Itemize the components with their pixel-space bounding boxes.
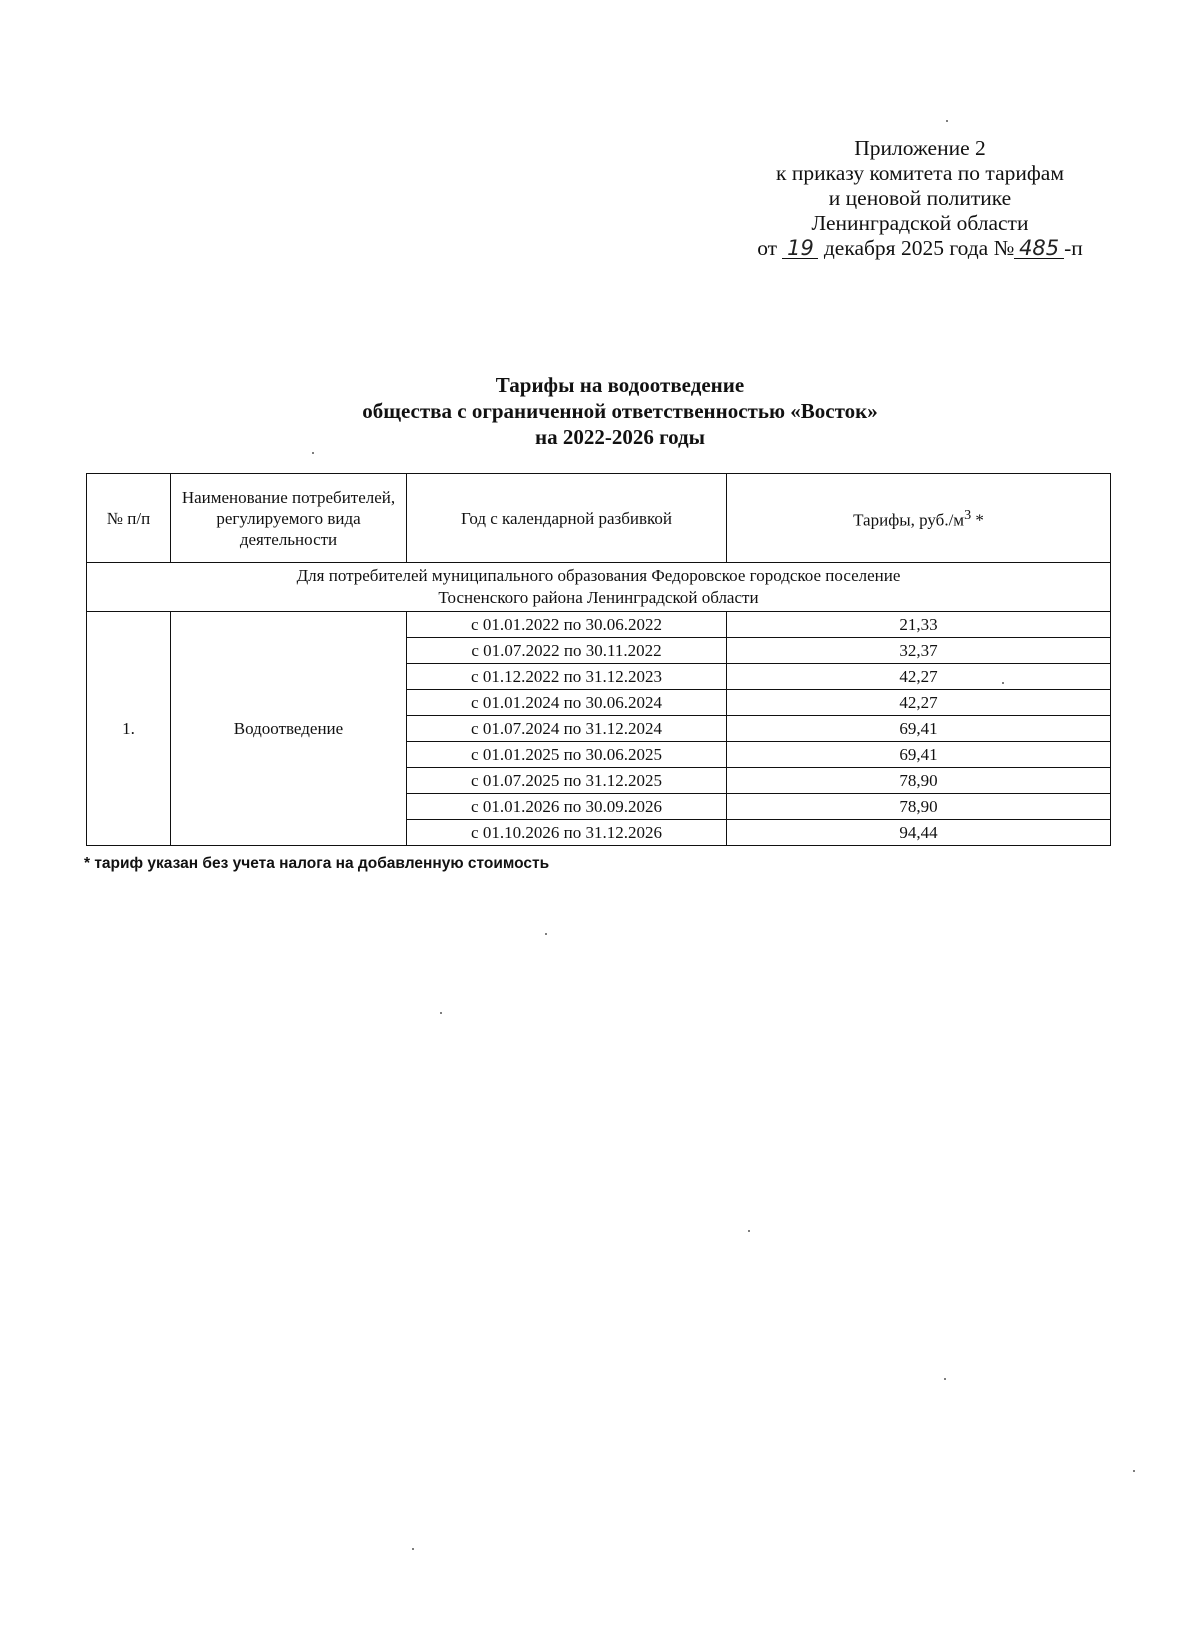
appendix-line-1: Приложение 2 xyxy=(854,136,986,160)
scan-speck xyxy=(312,452,314,454)
header-tariff-mark: * xyxy=(971,510,984,530)
table-header-row xyxy=(87,474,1111,563)
table-row xyxy=(87,612,1111,638)
tariff-cell: 78,90 xyxy=(727,768,1111,794)
tariff-cell: 94,44 xyxy=(727,820,1111,846)
appendix-header xyxy=(700,136,1140,261)
scan-speck xyxy=(944,1378,946,1380)
header-period: Год с календарной разбивкой xyxy=(407,474,727,563)
group-line-1: Для потребителей муниципального образования Федоровское городское поселение xyxy=(296,566,901,585)
tariff-cell: 42,27 xyxy=(727,664,1111,690)
period-cell: с 01.07.2025 по 31.12.2025 xyxy=(407,768,727,794)
scan-speck xyxy=(946,120,948,122)
date-prefix: от xyxy=(757,236,778,260)
group-title xyxy=(87,563,1111,612)
period-cell: с 01.12.2022 по 31.12.2023 xyxy=(407,664,727,690)
tariff-cell: 21,33 xyxy=(727,612,1111,638)
tariff-cell: 78,90 xyxy=(727,794,1111,820)
header-tariff-label: Тарифы, руб./м xyxy=(853,510,965,530)
title-line-1: Тарифы на водоотведение xyxy=(495,373,745,397)
group-line-2: Тосненского района Ленинградской области xyxy=(438,588,759,607)
title-line-2: общества с ограниченной ответственностью «Восток» xyxy=(362,399,878,423)
period-cell: с 01.07.2024 по 31.12.2024 xyxy=(407,716,727,742)
scan-speck xyxy=(545,933,547,935)
document-title xyxy=(220,372,1020,450)
appendix-line-3: и ценовой политике xyxy=(828,186,1012,210)
tariff-cell: 42,27 xyxy=(727,690,1111,716)
table-group-row xyxy=(87,563,1111,612)
order-date-line xyxy=(700,236,1140,261)
date-middle: декабря 2025 года № xyxy=(823,236,1015,260)
handwritten-day: 19 xyxy=(782,238,818,259)
item-number: 1. xyxy=(87,612,171,846)
title-line-3: на 2022-2026 годы xyxy=(534,425,706,449)
item-name: Водоотведение xyxy=(171,612,407,846)
scan-speck xyxy=(1002,682,1004,684)
header-tariff-superscript: 3 xyxy=(964,507,972,524)
period-cell: с 01.01.2025 по 30.06.2025 xyxy=(407,742,727,768)
period-cell: с 01.01.2024 по 30.06.2024 xyxy=(407,690,727,716)
period-cell: с 01.07.2022 по 30.11.2022 xyxy=(407,638,727,664)
period-cell: с 01.01.2022 по 30.06.2022 xyxy=(407,612,727,638)
appendix-line-2: к приказу комитета по тарифам xyxy=(776,161,1064,185)
scan-speck xyxy=(412,1548,414,1550)
tariff-cell: 32,37 xyxy=(727,638,1111,664)
scan-speck xyxy=(440,1012,442,1014)
period-cell: с 01.01.2026 по 30.09.2026 xyxy=(407,794,727,820)
header-tariff xyxy=(727,474,1111,563)
tariffs-table xyxy=(86,473,1111,846)
order-number-suffix: -п xyxy=(1064,236,1083,260)
appendix-line-4: Ленинградской области xyxy=(811,211,1029,235)
scan-speck xyxy=(1133,1470,1135,1472)
header-consumer: Наименование потребителей, регулируемого вида деятельности xyxy=(171,474,407,563)
period-cell: с 01.10.2026 по 31.12.2026 xyxy=(407,820,727,846)
tariff-cell: 69,41 xyxy=(727,716,1111,742)
handwritten-order-number: 485 xyxy=(1014,238,1064,259)
scan-speck xyxy=(748,1230,750,1232)
footnote: * тариф указан без учета налога на добавленную стоимость xyxy=(84,855,550,872)
tariff-cell: 69,41 xyxy=(727,742,1111,768)
header-number: № п/п xyxy=(87,474,171,563)
